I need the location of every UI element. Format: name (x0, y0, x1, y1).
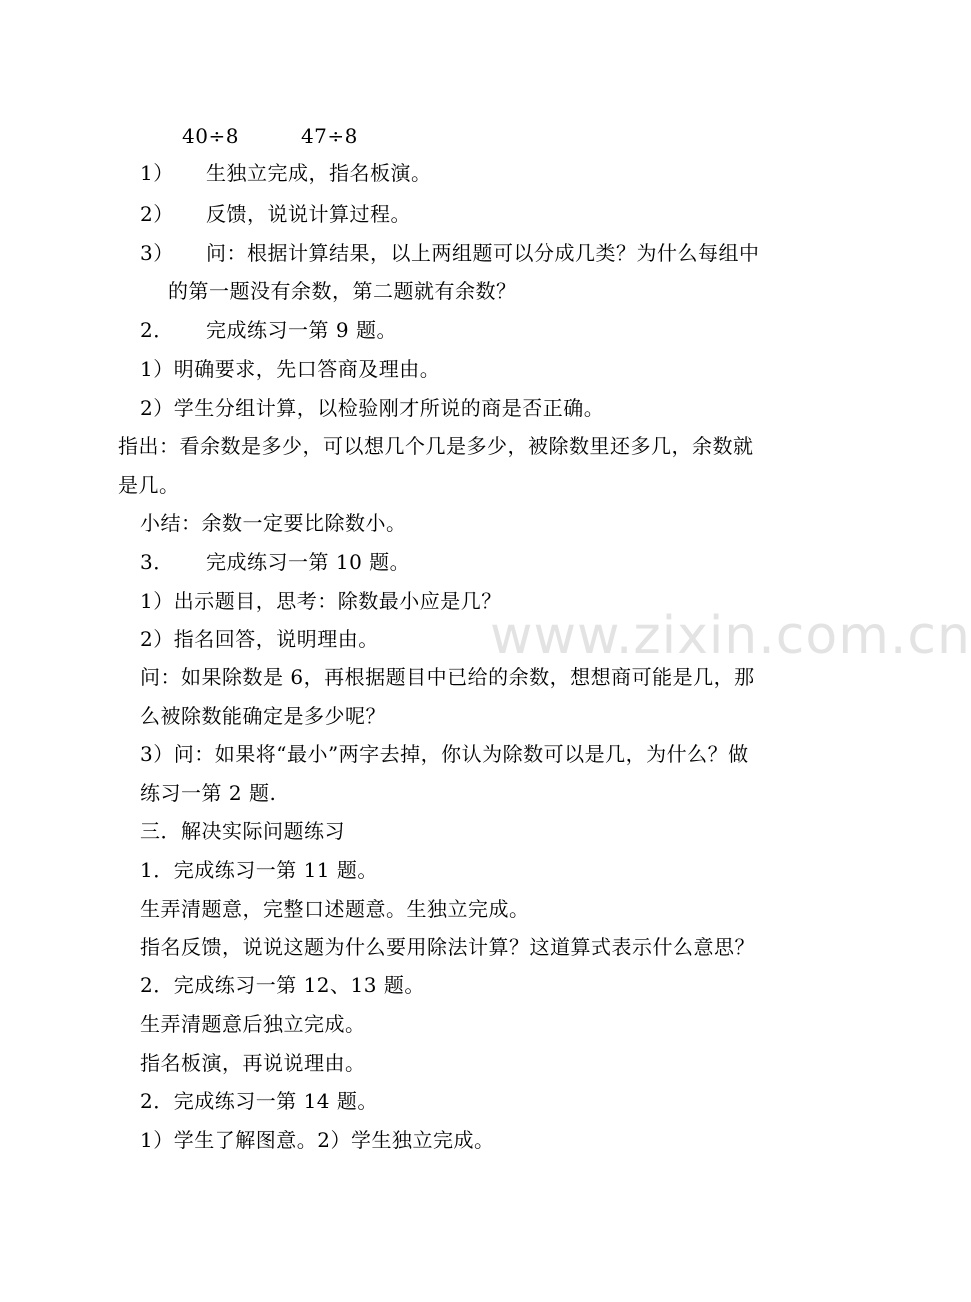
section-2-heading (140, 317, 397, 343)
paragraph-line (140, 972, 425, 998)
step-1-line (140, 160, 432, 186)
paragraph-line (140, 934, 755, 960)
paragraph-line (140, 1127, 494, 1153)
paragraph-text: 的第一题没有余数，第二题就有余数？ (168, 279, 517, 303)
paragraph-text: 小结：余数一定要比除数小。 (140, 511, 407, 535)
question-line (140, 741, 749, 767)
step-3-line (140, 240, 760, 266)
step-number: 3） (140, 241, 174, 265)
question-continuation (140, 703, 386, 729)
paragraph-text: 三．解决实际问题练习 (140, 819, 345, 843)
step-text: 问：根据计算结果，以上两组题可以分成几类？为什么每组中 (206, 241, 760, 265)
section-text: 完成练习一第 9 题。 (206, 318, 397, 342)
section-number: 2． (140, 318, 174, 342)
summary-line (140, 510, 407, 536)
section-text: 完成练习一第 10 题。 (206, 550, 411, 574)
paragraph-line (140, 356, 440, 382)
paragraph-line (140, 857, 378, 883)
question-line (140, 664, 755, 690)
paragraph-line (140, 896, 530, 922)
pointing-out-line (118, 433, 754, 459)
paragraph-text: 1）明确要求，先口答商及理由。 (140, 357, 441, 381)
paragraph-line (140, 1011, 366, 1037)
paragraph-text: 练习一第 2 题. (140, 781, 277, 805)
paragraph-text: 2）学生分组计算，以检验刚才所说的商是否正确。 (140, 396, 605, 420)
section-number: 3． (140, 550, 174, 574)
paragraph-line (140, 1088, 378, 1114)
paragraph-text: 2．完成练习一第 14 题。 (140, 1089, 378, 1113)
expression-47-div-8: 47÷8 (300, 124, 358, 148)
paragraph-text: 3）问：如果将“最小”两字去掉，你认为除数可以是几，为什么？做 (140, 742, 749, 766)
step-text: 反馈，说说计算过程。 (206, 202, 411, 226)
paragraph-line (140, 626, 379, 652)
site-watermark: www.zixin.com.cn (490, 606, 971, 666)
paragraph-text: 生弄清题意，完整口述题意。生独立完成。 (140, 897, 530, 921)
paragraph-text: 生弄清题意后独立完成。 (140, 1012, 366, 1036)
paragraph-text: 问：如果除数是 6，再根据题目中已给的余数，想想商可能是几，那 (140, 665, 755, 689)
step-number: 1） (140, 161, 174, 185)
paragraph-text: 是几。 (118, 473, 180, 497)
paragraph-text: 么被除数能确定是多少呢？ (140, 704, 386, 728)
part-3-heading (140, 818, 345, 844)
paragraph-text: 1）学生了解图意。2）学生独立完成。 (140, 1128, 495, 1152)
step-number: 2） (140, 202, 174, 226)
paragraph-text: 指名板演，再说说理由。 (140, 1051, 366, 1075)
paragraph-line (140, 588, 502, 614)
paragraph-text: 2．完成练习一第 12、13 题。 (140, 973, 425, 997)
step-text: 生独立完成，指名板演。 (206, 161, 432, 185)
paragraph-text: 2）指名回答，说明理由。 (140, 627, 379, 651)
paragraph-line (140, 1050, 366, 1076)
pointing-out-continuation (118, 472, 180, 498)
step-3-continuation (168, 278, 517, 304)
paragraph-text: 1）出示题目，思考：除数最小应是几？ (140, 589, 502, 613)
step-2-line (140, 201, 411, 227)
division-expressions (182, 123, 358, 149)
paragraph-line (140, 395, 604, 421)
expression-40-div-8: 40÷8 (182, 124, 239, 148)
paragraph-text: 指出：看余数是多少，可以想几个几是多少，被除数里还多几，余数就 (118, 434, 754, 458)
section-3-heading (140, 549, 410, 575)
paragraph-text: 1．完成练习一第 11 题。 (140, 858, 378, 882)
question-continuation (140, 780, 276, 806)
paragraph-text: 指名反馈，说说这题为什么要用除法计算？这道算式表示什么意思？ (140, 935, 755, 959)
